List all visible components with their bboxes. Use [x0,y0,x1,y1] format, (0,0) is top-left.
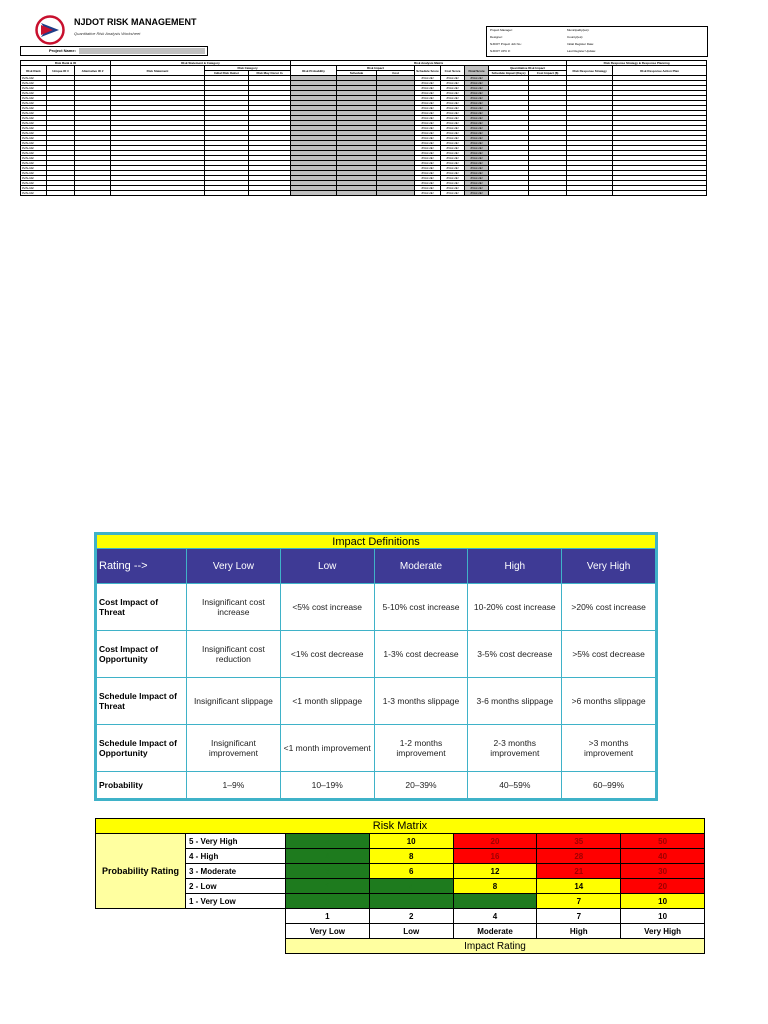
score-cell[interactable]: #VALUE! [465,156,489,161]
risk-score-cell: 12 [453,864,537,879]
score-cell[interactable]: #VALUE! [441,131,465,136]
definition-cell: Insignificant cost increase [187,584,281,631]
score-cell[interactable]: #VALUE! [465,121,489,126]
risk-rank-cell[interactable]: #VALUE! [21,161,47,166]
column-header: Cost Impact ($) [529,71,567,76]
info-label: County(ies): [567,35,584,39]
definition-cell: >6 months slippage [562,678,656,725]
score-cell[interactable]: #VALUE! [465,171,489,176]
register-cell[interactable] [337,191,377,196]
definition-cell: >5% cost decrease [562,631,656,678]
risk-rank-cell[interactable]: #VALUE! [21,131,47,136]
score-cell[interactable]: #VALUE! [441,176,465,181]
risk-rank-cell[interactable]: #VALUE! [21,146,47,151]
score-cell[interactable]: #VALUE! [415,91,441,96]
definition-cell: >3 months improvement [562,725,656,772]
definition-cell: 3-5% cost decrease [468,631,562,678]
definition-cell: 5-10% cost increase [374,584,468,631]
row-label: Cost Impact of Opportunity [97,631,187,678]
score-cell[interactable]: #VALUE! [441,171,465,176]
definition-cell: 1-3 months slippage [374,678,468,725]
register-cell[interactable] [489,191,529,196]
register-cell[interactable] [205,191,249,196]
probability-level: 4 - High [186,849,286,864]
definition-cell: <1 month slippage [280,678,374,725]
score-cell[interactable]: #VALUE! [415,106,441,111]
probability-level: 1 - Very Low [186,894,286,909]
risk-score-cell: 2 [286,879,370,894]
risk-rank-cell[interactable]: #VALUE! [21,181,47,186]
risk-rank-cell[interactable]: #VALUE! [21,151,47,156]
register-cell[interactable] [613,191,707,196]
score-cell[interactable]: #VALUE! [441,181,465,186]
impact-level: Low [369,924,453,939]
score-cell[interactable]: #VALUE! [441,166,465,171]
risk-rank-cell[interactable]: #VALUE! [21,176,47,181]
column-header: Risk Response Strategy [567,66,613,76]
score-cell[interactable]: #VALUE! [441,76,465,81]
score-cell[interactable]: #VALUE! [415,166,441,171]
score-cell[interactable]: #VALUE! [415,181,441,186]
score-cell[interactable]: #VALUE! [465,161,489,166]
register-cell[interactable] [249,191,291,196]
impact-score: 10 [621,909,705,924]
risk-rank-cell[interactable]: #VALUE! [21,106,47,111]
risk-score-cell: 50 [621,834,705,849]
score-cell[interactable]: #VALUE! [415,141,441,146]
row-label: Schedule Impact of Opportunity [97,725,187,772]
risk-score-cell: 3 [286,864,370,879]
definition-cell: <1 month improvement [280,725,374,772]
risk-rank-cell[interactable]: #VALUE! [21,136,47,141]
subgroup-header: Risk Impact [337,66,415,71]
score-cell[interactable]: #VALUE! [415,86,441,91]
risk-score-cell: 4 [286,849,370,864]
group-header: Risk Statement & Category [111,61,291,66]
score-cell[interactable]: #VALUE! [465,91,489,96]
impact-rating-label: Impact Rating [286,939,705,954]
score-cell[interactable]: #VALUE! [465,191,489,196]
score-cell[interactable]: #VALUE! [465,176,489,181]
risk-score-cell: 10 [621,894,705,909]
score-cell[interactable]: #VALUE! [465,126,489,131]
score-cell[interactable]: #VALUE! [441,111,465,116]
definition-cell: 20–39% [374,772,468,799]
level-header: Low [280,549,374,584]
risk-score-cell: 1 [286,894,370,909]
column-header: Schedule Impact (Days) [489,71,529,76]
level-header: High [468,549,562,584]
register-cell[interactable] [111,191,205,196]
row-label: Schedule Impact of Threat [97,678,187,725]
matrix-row [96,879,705,894]
risk-rank-cell[interactable]: #VALUE! [21,186,47,191]
subgroup-header: Risk Category [205,66,291,71]
njdot-logo [35,15,65,45]
score-cell[interactable]: #VALUE! [415,191,441,196]
column-header: Risk Statement [111,66,205,76]
definition-cell: Insignificant cost reduction [187,631,281,678]
level-header: Very Low [187,549,281,584]
definition-cell: 40–59% [468,772,562,799]
risk-score-cell: 2 [369,894,453,909]
level-header: Moderate [374,549,468,584]
impact-score: 4 [453,909,537,924]
score-cell[interactable]: #VALUE! [441,106,465,111]
definition-cell: 3-6 months slippage [468,678,562,725]
score-cell[interactable]: #VALUE! [415,116,441,121]
score-cell[interactable]: #VALUE! [441,101,465,106]
app-title: NJDOT RISK MANAGEMENT [74,17,197,27]
definition-cell: >20% cost increase [562,584,656,631]
risk-score-cell: 30 [621,864,705,879]
impact-definitions-table [94,532,658,801]
definition-cell: 60–99% [562,772,656,799]
impact-score: 1 [286,909,370,924]
risk-rank-cell[interactable]: #VALUE! [21,171,47,176]
project-name-label: Project Name: [49,48,76,53]
group-header: Risk Analysis Matrix [291,61,567,66]
score-cell[interactable]: #VALUE! [415,121,441,126]
risk-matrix-title: Risk Matrix [96,819,705,834]
score-cell[interactable]: #VALUE! [415,176,441,181]
matrix-body [96,834,705,909]
score-cell[interactable]: #VALUE! [465,181,489,186]
group-header: Risk Rank & ID [21,61,111,66]
score-cell[interactable]: #VALUE! [465,96,489,101]
risk-rank-cell[interactable]: #VALUE! [21,121,47,126]
risk-rank-cell[interactable]: #VALUE! [21,91,47,96]
project-info-box [486,26,708,57]
matrix-row [96,864,705,879]
probability-level: 5 - Very High [186,834,286,849]
risk-rank-cell[interactable]: #VALUE! [21,116,47,121]
definition-cell: 2-3 months improvement [468,725,562,772]
score-cell[interactable]: #VALUE! [441,161,465,166]
register-cell[interactable] [529,191,567,196]
info-label: NJDOT Project Job No.: [490,42,523,46]
score-cell[interactable]: #VALUE! [441,91,465,96]
score-cell[interactable]: #VALUE! [415,151,441,156]
project-name-field[interactable] [79,48,205,54]
risk-rank-cell[interactable]: #VALUE! [21,96,47,101]
risk-rank-cell[interactable]: #VALUE! [21,166,47,171]
info-label: Municipality(ies): [567,28,590,32]
risk-score-cell: 14 [537,879,621,894]
risk-score-cell: 4 [369,879,453,894]
score-cell[interactable]: #VALUE! [441,141,465,146]
definition-cell: Insignificant slippage [187,678,281,725]
column-header: Cost [377,71,415,76]
score-cell[interactable]: #VALUE! [415,161,441,166]
impact-score: 7 [537,909,621,924]
subgroup-header: Quantitative Risk Impact [489,66,567,71]
score-cell[interactable]: #VALUE! [465,146,489,151]
score-cell[interactable]: #VALUE! [441,151,465,156]
column-header: Schedule Score [415,66,441,76]
score-cell[interactable]: #VALUE! [465,106,489,111]
column-header: Risk Response Action Plan [613,66,707,76]
risk-score-cell: 35 [537,834,621,849]
register-cell[interactable] [47,191,75,196]
register-cell[interactable] [567,191,613,196]
app-subtitle: Quantitative Risk Analysis Worksheet [74,31,141,36]
probability-level: 2 - Low [186,879,286,894]
risk-rank-cell[interactable]: #VALUE! [21,81,47,86]
column-header: Risk May Occur In [249,71,291,76]
score-cell[interactable]: #VALUE! [441,121,465,126]
score-cell[interactable]: #VALUE! [441,81,465,86]
risk-rank-cell[interactable]: #VALUE! [21,141,47,146]
column-header: Risk Rank [21,66,47,76]
score-cell[interactable]: #VALUE! [415,81,441,86]
definition-cell: Insignificant improvement [187,725,281,772]
definition-cell: 1-3% cost decrease [374,631,468,678]
rating-label: Rating --> [97,549,187,584]
risk-score-cell: 16 [453,849,537,864]
score-cell[interactable]: #VALUE! [415,76,441,81]
column-header: Cost Score [441,66,465,76]
risk-register-table [20,60,707,196]
score-cell[interactable]: #VALUE! [441,96,465,101]
risk-rank-cell[interactable]: #VALUE! [21,111,47,116]
group-header: Risk Response Strategy & Response Planning [567,61,707,66]
info-label: NJDOT UPC #: [490,49,511,53]
score-cell[interactable]: #VALUE! [465,131,489,136]
risk-score-cell: 6 [369,864,453,879]
project-name-row [20,46,208,56]
impact-title: Impact Definitions [97,535,656,549]
risk-rank-cell[interactable]: #VALUE! [21,156,47,161]
register-cell[interactable] [377,191,415,196]
risk-score-cell: 10 [369,834,453,849]
score-cell[interactable]: #VALUE! [465,111,489,116]
register-body [21,76,707,196]
probability-level: 3 - Moderate [186,864,286,879]
score-cell[interactable]: #VALUE! [441,136,465,141]
score-cell[interactable]: #VALUE! [441,186,465,191]
definition-cell: <5% cost increase [280,584,374,631]
score-cell[interactable]: #VALUE! [465,166,489,171]
impact-level: High [537,924,621,939]
risk-score-cell: 8 [369,849,453,864]
register-cell[interactable] [291,191,337,196]
score-cell[interactable]: #VALUE! [415,136,441,141]
definition-cell: 10-20% cost increase [468,584,562,631]
column-header: Alternative ID # [75,66,111,76]
score-cell[interactable]: #VALUE! [415,186,441,191]
score-cell[interactable]: #VALUE! [441,126,465,131]
score-cell[interactable]: #VALUE! [415,126,441,131]
score-cell[interactable]: #VALUE! [465,151,489,156]
score-cell[interactable]: #VALUE! [465,141,489,146]
score-cell[interactable]: #VALUE! [415,96,441,101]
risk-score-cell: 20 [621,879,705,894]
impact-level: Moderate [453,924,537,939]
risk-score-cell: 28 [537,849,621,864]
score-cell[interactable]: #VALUE! [465,116,489,121]
column-header: Schedule [337,71,377,76]
column-header: Risk Probability [291,66,337,76]
score-cell[interactable]: #VALUE! [441,116,465,121]
definition-cell: 1–9% [187,772,281,799]
risk-rank-cell[interactable]: #VALUE! [21,101,47,106]
risk-score-cell: 40 [621,849,705,864]
register-row [21,191,707,196]
risk-rank-cell[interactable]: #VALUE! [21,191,47,196]
score-cell[interactable]: #VALUE! [415,146,441,151]
level-header: Very High [562,549,656,584]
matrix-row [96,894,705,909]
impact-level: Very High [621,924,705,939]
definition-cell: 10–19% [280,772,374,799]
matrix-row [96,834,705,849]
score-cell[interactable]: #VALUE! [465,86,489,91]
matrix-row [96,849,705,864]
info-label: Project Manager: [490,28,513,32]
row-label: Probability [97,772,187,799]
score-cell[interactable]: #VALUE! [441,146,465,151]
risk-rank-cell[interactable]: #VALUE! [21,86,47,91]
risk-matrix-table [95,818,705,954]
risk-score-cell: 7 [537,894,621,909]
risk-score-cell: 5 [286,834,370,849]
impact-level: Very Low [286,924,370,939]
definition-cell: 1-2 months improvement [374,725,468,772]
column-header: Final Score [465,66,489,76]
score-cell[interactable]: #VALUE! [415,111,441,116]
score-cell[interactable]: #VALUE! [441,156,465,161]
score-cell[interactable]: #VALUE! [441,191,465,196]
info-label: Initial Register Date: [567,42,595,46]
risk-rank-cell[interactable]: #VALUE! [21,126,47,131]
probability-rating-label: Probability Rating [96,834,186,909]
score-cell[interactable]: #VALUE! [465,76,489,81]
column-header: Initial Risk Owner [205,71,249,76]
impact-score: 2 [369,909,453,924]
risk-score-cell: 8 [453,879,537,894]
risk-score-cell: 21 [537,864,621,879]
score-cell[interactable]: #VALUE! [465,81,489,86]
risk-score-cell: 20 [453,834,537,849]
score-cell[interactable]: #VALUE! [441,86,465,91]
definition-cell: <1% cost decrease [280,631,374,678]
score-cell[interactable]: #VALUE! [415,101,441,106]
register-cell[interactable] [75,191,111,196]
risk-score-cell: 4 [453,894,537,909]
score-cell[interactable]: #VALUE! [465,186,489,191]
row-label: Cost Impact of Threat [97,584,187,631]
info-label: Last Register Update: [567,49,597,53]
score-cell[interactable]: #VALUE! [415,171,441,176]
score-cell[interactable]: #VALUE! [465,136,489,141]
column-header: Unique ID # [47,66,75,76]
info-label: Designer: [490,35,503,39]
score-cell[interactable]: #VALUE! [465,101,489,106]
score-cell[interactable]: #VALUE! [415,131,441,136]
risk-rank-cell[interactable]: #VALUE! [21,76,47,81]
score-cell[interactable]: #VALUE! [415,156,441,161]
